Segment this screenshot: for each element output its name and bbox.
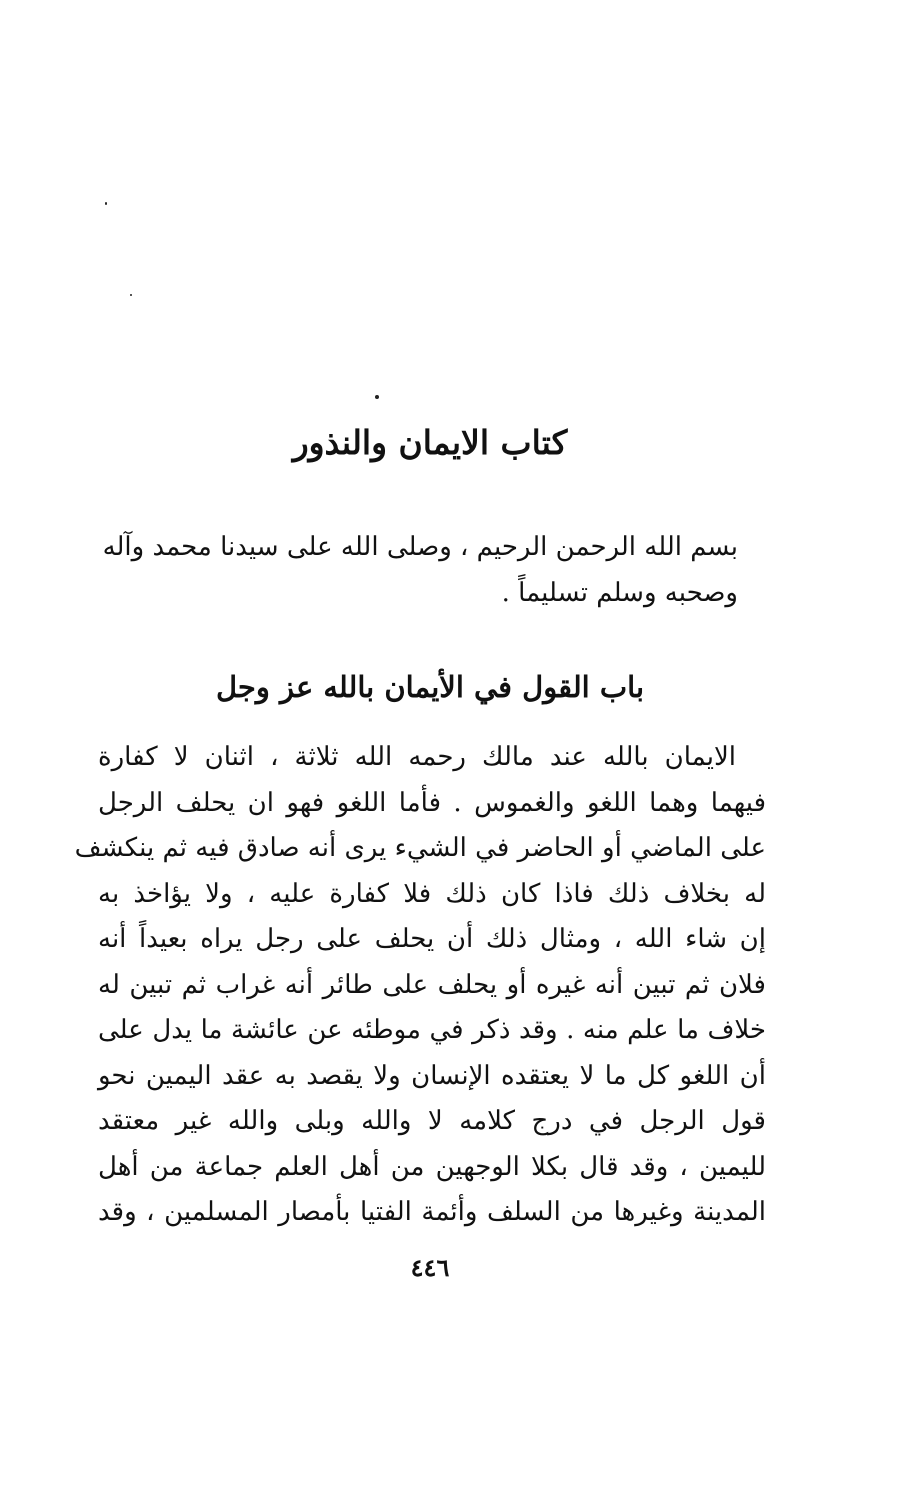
body-line: لليمين ، وقد قال بكلا الوجهين من أهل العلم جماعة من أهل <box>98 1151 766 1182</box>
body-line: إن شاء الله ، ومثال ذلك أن يحلف على رجل يراه بعيداً أنه <box>98 924 766 954</box>
body-line: على الماضي أو الحاضر في الشيء يرى أنه صادق فيه ثم ينكشف <box>74 833 766 863</box>
chapter-title: باب القول في الأيمان بالله عز وجل <box>215 670 645 704</box>
page-number: ٤٤٦ <box>410 1253 450 1282</box>
basmala-paragraph <box>98 524 738 616</box>
body-line: أن اللغو كل ما لا يعتقده الإنسان ولا يقصد به عقد اليمين نحو <box>98 1060 766 1091</box>
basmala-line: بسم الله الرحمن الرحيم ، وصلى الله على سيدنا محمد وآله <box>102 532 738 562</box>
body-line: المدينة وغيرها من السلف وأئمة الفتيا بأمصار المسلمين ، وقد <box>98 1197 766 1227</box>
body-line: له بخلاف ذلك فاذا كان ذلك فلا كفارة عليه ، ولا يؤاخذ به <box>98 878 766 909</box>
body-line: خلاف ما علم منه . وقد ذكر في موطئه عن عائشة ما يدل على <box>98 1015 766 1045</box>
scan-speck <box>375 395 379 399</box>
basmala-line: وصحبه وسلم تسليماً . <box>501 578 738 608</box>
book-title: كتاب الايمان والنذور <box>292 423 568 462</box>
body-paragraph <box>74 735 766 1236</box>
scan-speck <box>130 294 132 296</box>
body-line: فلان ثم تبين أنه غيره أو يحلف على طائر أنه غراب ثم تبين له <box>98 969 766 1000</box>
scan-speck <box>105 202 107 205</box>
body-line: فيهما وهما اللغو والغموس . فأما اللغو فهو ان يحلف الرجل <box>98 787 766 818</box>
body-line: قول الرجل في درج كلامه لا والله وبلى والله غير معتقد <box>98 1106 766 1136</box>
body-line: الايمان بالله عند مالك رحمه الله ثلاثة ، اثنان لا كفارة <box>98 742 736 772</box>
